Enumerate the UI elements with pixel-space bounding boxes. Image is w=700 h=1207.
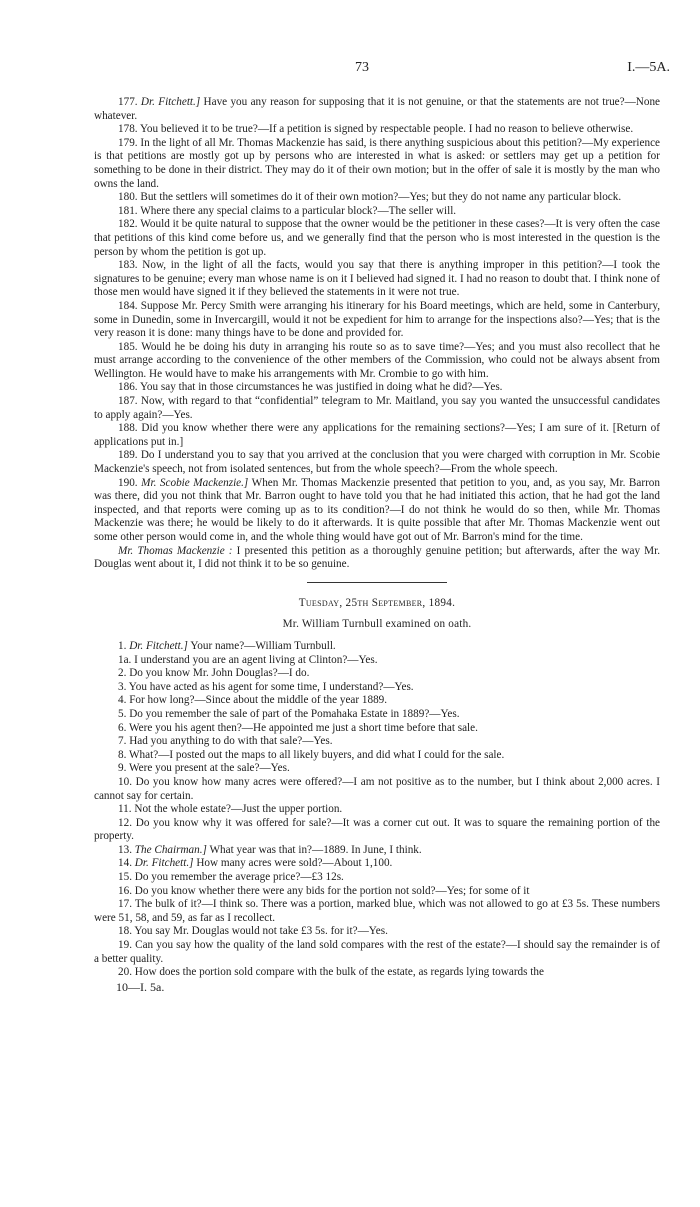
testimony-text: In the light of all Mr. Thomas Mackenzie has said, is there anything suspicious about this petition?—My experience is that petitions are mostly got up by persons who are interested in what is asked: or settlers may get up a petition for something to be done in their district. They may do it of their own motion; but in the offer of sale it is mostly by the man who owns the land. — [94, 136, 661, 190]
testimony-text: What?—I posted out the maps to all likely buyers, and did what I could for the sale. — [129, 748, 505, 761]
question-number: 1. — [118, 639, 127, 652]
speaker-name: Mr. Scobie Mackenzie.] — [141, 476, 249, 489]
question-number: 178. — [118, 123, 138, 136]
testimony-text: Do you know why it was offered for sale?—It was a corner cut out. It was to square the remaining portion of the property. — [94, 816, 660, 843]
testimony-text: For how long?—Since about the middle of the year 1889. — [129, 694, 388, 707]
testimony-paragraph — [94, 449, 660, 476]
testimony-paragraph — [94, 817, 660, 844]
testimony-text: Have you any reason for supposing that it is not genuine, or that the statements are not true?—None whatever. — [94, 96, 661, 122]
testimony-text: Were you present at the sale?—Yes. — [129, 762, 290, 775]
speaker-name: The Chairman.] — [134, 843, 207, 856]
testimony-paragraph — [94, 381, 660, 395]
testimony-text: Now, with regard to that “confidential” telegram to Mr. Maitland, you say you wanted the unsuccessful candidates to apply again?—Yes. — [94, 395, 661, 421]
testimony-text: The bulk of it?—I think so. There was a portion, marked blue, which was not allowed to go at £3 5s. These numbers were 51, 58, and 59, as far as I recollect. — [94, 898, 660, 924]
question-number: 15. — [118, 871, 132, 884]
testimony-paragraph — [94, 857, 660, 871]
question-number: 182. — [118, 218, 138, 231]
testimony-paragraph — [94, 762, 660, 776]
testimony-paragraph — [94, 885, 660, 899]
testimony-text: Would he be doing his duty in arranging his route so as to save time?—Yes; and you must also recollect that he must arrange according to the convenience of the other members of the Commission, who could not be always absent from Wellington. He would have to make his arrangements with Mr. Crombie to go with him. — [94, 340, 660, 380]
question-number: 5. — [118, 707, 127, 720]
question-number: 12. — [118, 816, 132, 829]
question-number: 190. — [118, 476, 138, 489]
testimony-text: You have acted as his agent for some time, I understand?—Yes. — [128, 680, 414, 693]
question-number: 179. — [118, 136, 138, 149]
testimony-text: Would it be quite natural to suppose that the owner would be the petitioner in these cases?—It is very often the case that petitions of this kind come before us, and we generally find that the person who is most interested in the question is the person by whom the petition is got up. — [94, 218, 660, 258]
speaker-name: Dr. Fitchett.] — [140, 96, 201, 108]
testimony-paragraph — [94, 259, 660, 300]
testimony-paragraph — [94, 871, 660, 885]
testimony-paragraph — [94, 708, 660, 722]
testimony-text: Do you remember the sale of part of the Pomahaka Estate in 1889?—Yes. — [129, 707, 460, 720]
question-number: 4. — [118, 694, 127, 707]
testimony-paragraph — [94, 477, 660, 545]
testimony-paragraph — [94, 667, 660, 681]
testimony-paragraph — [94, 205, 660, 219]
testimony-paragraph — [94, 735, 660, 749]
testimony-text: How does the portion sold compare with the bulk of the estate, as regards lying towards the — [134, 966, 544, 979]
testimony-text: Do you know how many acres were offered?—I am not positive as to the number, but I think about 2,000 acres. I cannot say for certain. — [94, 775, 660, 802]
testimony-text: Now, in the light of all the facts, would you say that there is anything improper in this petition?—I took the signatures to be genuine; every man whose name is on it I believed had signed it. I had no reason to doubt that. I think none of those men would have signed it if they believed the statements in it were not true. — [94, 259, 661, 299]
question-number: 6. — [118, 721, 127, 734]
testimony-paragraph — [94, 545, 660, 572]
testimony-paragraph — [94, 341, 660, 382]
section-divider — [307, 582, 447, 583]
testimony-text: I understand you are an agent living at Clinton?—Yes. — [134, 653, 378, 666]
testimony-text: Did you know whether there were any applications for the remaining sections?—Yes; I am sure of it. [Return of applications put in.] — [94, 422, 660, 448]
document-reference: I.—5A. — [627, 60, 670, 75]
testimony-text: What year was that in?—1889. In June, I think. — [209, 843, 422, 856]
question-number: 1a. — [118, 653, 132, 666]
question-number: 177. — [118, 96, 138, 108]
testimony-paragraph — [94, 722, 660, 736]
witness-heading: Mr. William Turnbull examined on oath. — [282, 618, 472, 631]
testimony-paragraph — [94, 123, 660, 137]
testimony-text: You say Mr. Douglas would not take £3 5s. for it?—Yes. — [134, 925, 388, 938]
page-header — [92, 60, 670, 82]
question-number: 10. — [118, 775, 132, 788]
question-number: 11. — [118, 803, 132, 816]
question-number: 181. — [118, 204, 138, 217]
question-number: 185. — [118, 340, 138, 353]
question-number: 186. — [118, 381, 138, 394]
testimony-text: Suppose Mr. Percy Smith were arranging his itinerary for his Board meetings, which are held, some in Canterbury, some in Dunedin, some in Invercargill, would it not be expedient for him to arrange for the inspections also?—Yes; that is the very reason it is done: many things have to be done and provided for. — [94, 299, 660, 340]
testimony-text: How many acres were sold?—About 1,100. — [196, 857, 393, 870]
testimony-paragraph — [94, 654, 660, 668]
speaker-name: Dr. Fitchett.] — [134, 857, 194, 870]
testimony-text: Your name?—William Turnbull. — [190, 639, 336, 652]
speaker-name: Mr. Thomas Mackenzie : — [118, 544, 233, 557]
testimony-paragraph — [94, 96, 660, 123]
testimony-text: Where there any special claims to a particular block?—The seller will. — [140, 204, 457, 217]
testimony-top — [94, 96, 660, 572]
question-number: 8. — [118, 748, 127, 761]
testimony-paragraph — [94, 191, 660, 205]
testimony-paragraph — [94, 844, 660, 858]
question-number: 14. — [118, 857, 132, 870]
testimony-paragraph — [94, 939, 660, 966]
testimony-paragraph — [94, 218, 660, 259]
testimony-paragraph — [94, 694, 660, 708]
testimony-paragraph — [94, 749, 660, 763]
testimony-text: You believed it to be true?—If a petition is signed by respectable people. I had no reason to believe otherwise. — [139, 123, 634, 136]
testimony-paragraph — [94, 898, 660, 925]
question-number: 2. — [118, 667, 127, 680]
question-number: 18. — [118, 925, 132, 938]
question-number: 20. — [118, 966, 132, 979]
testimony-paragraph — [94, 776, 660, 803]
question-number: 183. — [118, 259, 138, 272]
testimony-paragraph — [94, 681, 660, 695]
testimony-paragraph — [94, 300, 660, 341]
page-body — [94, 96, 660, 994]
question-number: 16. — [118, 884, 132, 897]
testimony-paragraph — [94, 640, 660, 654]
testimony-text: But the settlers will sometimes do it of their own motion?—Yes; but they do not name any particular block. — [140, 191, 622, 204]
testimony-text: Not the whole estate?—Just the upper portion. — [134, 803, 343, 816]
question-number: 17. — [118, 898, 132, 911]
testimony-text: When Mr. Thomas Mackenzie presented that petition to you, and, as you say, Mr. Barron was there, did you not think that Mr. Barron ought to have told you that he had initiated this action, that he had got the land inspected, and that reports were coming up as to its condition?—I do not think he would do so then, while Mr. Thomas Mackenzie was there; he would be likely to do it afterwards. It is quite possible that after Mr. Thomas Mackenzie went out some other person would come in, and the whole thing would have got out of Mr. Barron's mind for the time. — [94, 476, 660, 543]
testimony-text: You say that in those circumstances he was justified in doing what he did?—Yes. — [139, 381, 503, 394]
testimony-paragraph — [94, 925, 660, 939]
page-number: 73 — [355, 60, 369, 75]
question-number: 13. — [118, 843, 132, 856]
testimony-bottom — [94, 640, 660, 980]
testimony-paragraph — [94, 422, 660, 449]
testimony-paragraph — [94, 137, 660, 191]
question-number: 3. — [118, 680, 127, 693]
question-number: 19. — [118, 939, 132, 952]
testimony-paragraph — [94, 966, 660, 980]
question-number: 187. — [118, 395, 138, 408]
question-number: 189. — [118, 449, 138, 462]
question-number: 7. — [118, 735, 127, 748]
testimony-text: Do I understand you to say that you arrived at the conclusion that you were charged with corruption in Mr. Scobie Mackenzie's speech, not from isolated sentences, but from the whole speech?—From the whole speech. — [94, 449, 660, 476]
testimony-text: Can you say how the quality of the land sold compares with the rest of the estate?—I should say the remainder is of a better quality. — [94, 939, 661, 965]
testimony-paragraph — [94, 803, 660, 817]
testimony-text: Do you know whether there were any bids for the portion not sold?—Yes; for some of it — [134, 884, 530, 897]
testimony-text: Do you know Mr. John Douglas?—I do. — [129, 667, 310, 680]
question-number: 188. — [118, 422, 138, 435]
session-date: Tuesday, 25th September, 1894. — [298, 596, 456, 609]
testimony-paragraph — [94, 395, 660, 422]
speaker-name: Dr. Fitchett.] — [129, 639, 188, 652]
question-number: 9. — [118, 762, 127, 775]
testimony-text: Were you his agent then?—He appointed me just a short time before that sale. — [129, 721, 478, 734]
signature-mark: 10—I. 5a. — [116, 979, 165, 994]
testimony-text: Do you remember the average price?—£3 12s. — [134, 871, 344, 884]
testimony-text: I presented this petition as a thoroughly genuine petition; but afterwards, after the way Mr. Douglas went about it, I did not think it to be so genuine. — [94, 544, 660, 571]
question-number: 184. — [118, 299, 138, 312]
question-number: 180. — [118, 191, 138, 204]
testimony-text: Had you anything to do with that sale?—Yes. — [129, 735, 333, 748]
